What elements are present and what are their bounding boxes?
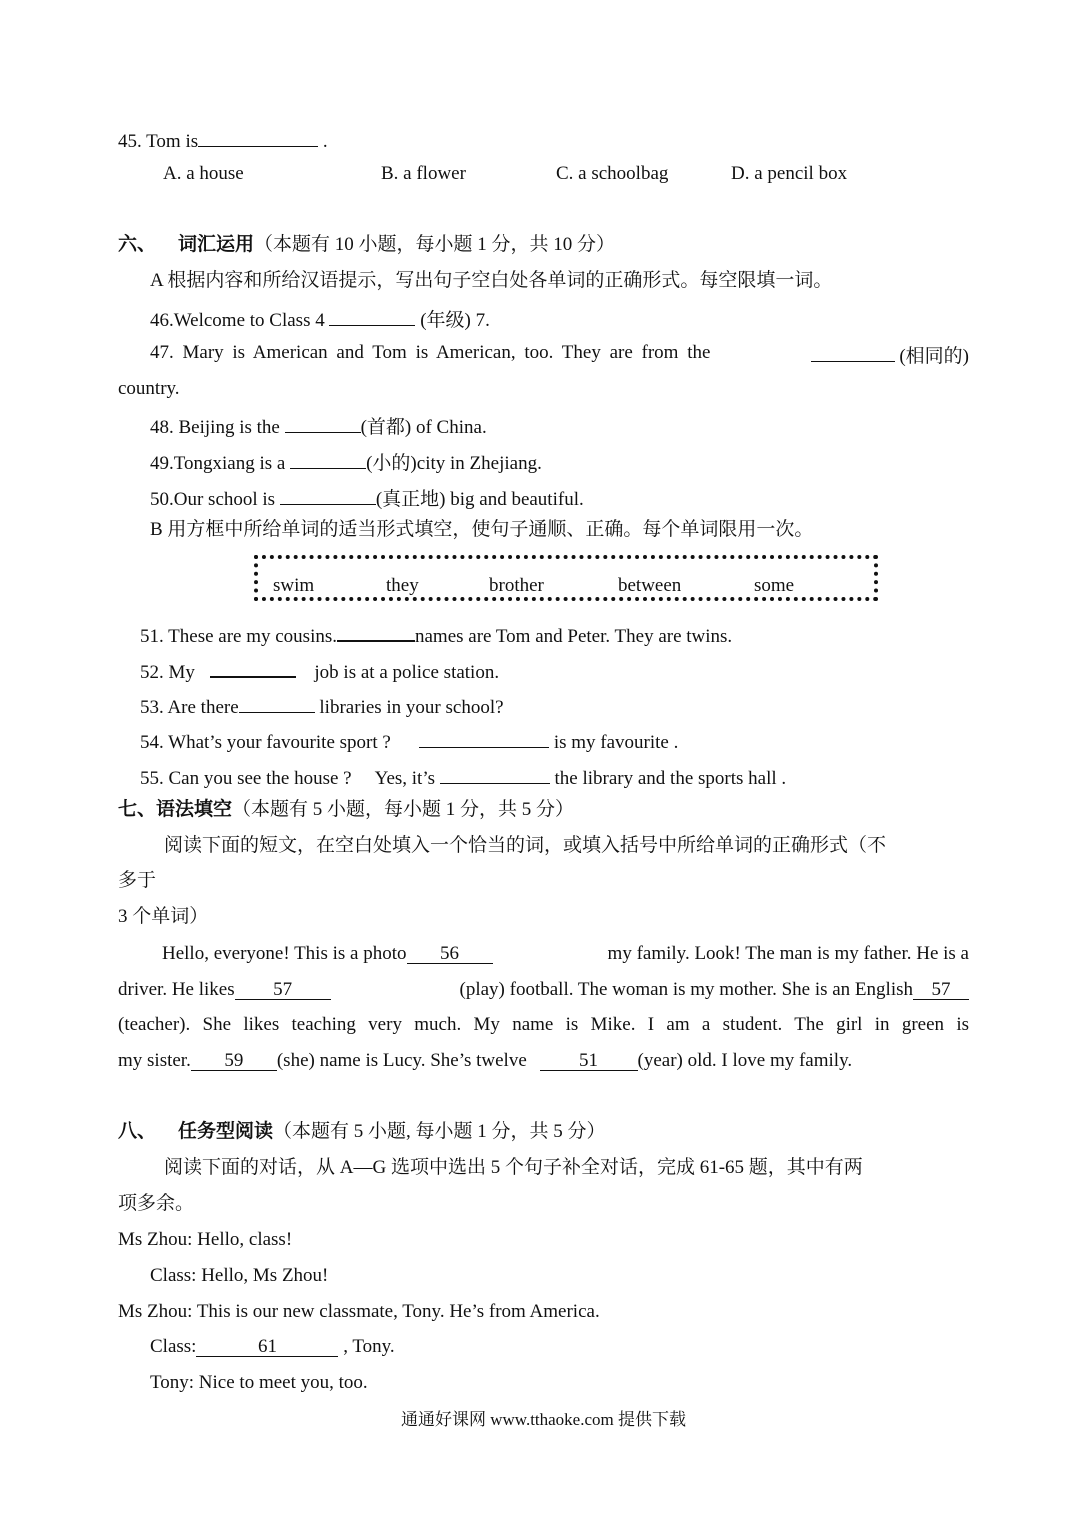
q49-text: 49.Tongxiang is a — [150, 453, 291, 474]
q45-prefix: 45. Tom is — [118, 131, 199, 152]
section-8-heading — [118, 1120, 606, 1144]
q50-hint: (真正地) big and beautiful. — [375, 489, 584, 510]
section-7-instruction: 阅读下面的短文，在空白处填入一个恰当的词，或填入括号中所给单词的正确形式（不 — [164, 835, 887, 856]
question-51 — [140, 620, 732, 649]
blank-60[interactable]: 51 — [540, 1050, 638, 1071]
blank-57[interactable]: 57 — [235, 979, 331, 1000]
blank-61[interactable]: 61 — [196, 1336, 338, 1357]
q45-option-d: D. a pencil box — [731, 163, 848, 184]
section-7-heading — [118, 798, 574, 822]
section-7-note: （本题有 5 小题，每小题 1 分，共 5 分） — [232, 799, 575, 820]
blank-57-second[interactable]: 57 — [913, 979, 969, 1000]
section-6-note: （本题有 10 小题，每小题 1 分，共 10 分） — [254, 234, 616, 255]
section-7-title: 七、语法填空 — [118, 799, 233, 820]
passage-line-4 — [118, 1049, 852, 1073]
passage-text: driver. He likes — [118, 979, 235, 1000]
passage-text: (play) football. The woman is my mother. She is an English — [459, 979, 913, 1000]
q46-text: 46.Welcome to Class 4 — [150, 310, 330, 331]
q45-blank[interactable] — [198, 126, 318, 147]
q46-blank[interactable] — [329, 305, 415, 326]
word-box-item: they — [386, 575, 419, 596]
question-53 — [140, 692, 504, 720]
q55-text-end: the library and the sports hall . — [549, 768, 787, 789]
page-footer: 通通好课网 www.tthaoke.com 提供下载 — [400, 1410, 687, 1429]
dialogue-text: , Tony. — [338, 1336, 395, 1357]
section-8-number: 八、 — [118, 1121, 157, 1142]
dialogue-line-1: Ms Zhou: Hello, class! — [118, 1229, 293, 1250]
q47-blank[interactable] — [811, 341, 895, 362]
word-box-item: brother — [489, 575, 544, 596]
passage-line-2 — [118, 978, 969, 1002]
dialogue-speaker: Class: — [150, 1336, 197, 1357]
section-6-heading — [118, 233, 615, 257]
q54-text: 54. What’s your favourite sport ? — [140, 732, 406, 753]
q45-option-a: A. a house — [163, 163, 244, 184]
q49-hint: (小的)city in Zhejiang. — [366, 453, 542, 474]
q53-text: 53. Are there — [140, 697, 239, 718]
section-6-title: 词汇运用 — [178, 234, 255, 255]
q49-blank[interactable] — [290, 448, 366, 469]
question-45 — [118, 126, 328, 154]
dialogue-line-3: Ms Zhou: This is our new classmate, Tony. He’s from America. — [118, 1301, 600, 1322]
q52-text: 52. My — [140, 662, 200, 683]
q48-blank[interactable] — [285, 412, 361, 433]
word-box-item: some — [754, 575, 795, 596]
word-box-item: between — [618, 575, 682, 596]
q50-blank[interactable] — [280, 484, 376, 505]
passage-line-1 — [162, 942, 969, 966]
question-55 — [140, 763, 786, 791]
q52-blank[interactable] — [210, 656, 296, 678]
q45-suffix: . — [318, 131, 328, 152]
section-6-part-b-instruction: B 用方框中所给单词的适当形式填空，使句子通顺、正确。每个单词限用一次。 — [150, 519, 814, 540]
q45-option-c: C. a schoolbag — [556, 163, 669, 184]
q47-continuation: country. — [118, 378, 180, 399]
q55-blank[interactable] — [440, 763, 550, 784]
q45-option-b: B. a flower — [381, 163, 466, 184]
question-50 — [150, 484, 584, 512]
q48-hint: (首都) of China. — [360, 417, 487, 438]
q53-blank[interactable] — [239, 692, 315, 713]
q55-text: 55. Can you see the house ? Yes, it’s — [140, 768, 440, 789]
q54-text-end: is my favourite . — [549, 732, 679, 753]
word-box-item: swim — [273, 575, 315, 596]
question-48 — [150, 412, 487, 440]
q46-hint: (年级) 7. — [415, 310, 490, 331]
section-8-instruction-cont: 项多余。 — [118, 1193, 195, 1214]
question-47 — [150, 341, 969, 369]
blank-56[interactable]: 56 — [407, 943, 493, 964]
q51-text: 51. These are my cousins. — [140, 626, 337, 647]
q48-text: 48. Beijing is the — [150, 417, 285, 438]
passage-line-3: (teacher). She likes teaching very much. My name is Mike. I am a student. The girl in green is — [118, 1014, 969, 1035]
section-8-title: 任务型阅读 — [178, 1121, 274, 1142]
dialogue-line-5: Tony: Nice to meet you, too. — [150, 1372, 368, 1393]
section-8-note: （本题有 5 小题, 每小题 1 分，共 5 分） — [273, 1121, 606, 1142]
section-7-instruction-cont-2: 3 个单词） — [118, 906, 209, 927]
question-49 — [150, 448, 542, 476]
section-7-instruction-cont: 多于 — [118, 870, 157, 891]
blank-59[interactable]: 59 — [191, 1050, 277, 1071]
question-52 — [140, 656, 499, 685]
section-8-instruction: 阅读下面的对话，从 A—G 选项中选出 5 个句子补全对话，完成 61-65 题，其中有两 — [164, 1157, 863, 1178]
section-6-part-a-instruction: A 根据内容和所给汉语提示，写出句子空白处各单词的正确形式。每空限填一词。 — [150, 270, 833, 291]
dialogue-line-2: Class: Hello, Ms Zhou! — [150, 1265, 329, 1286]
dialogue-line-4 — [150, 1335, 395, 1359]
question-46 — [150, 305, 490, 333]
passage-text: (she) name is Lucy. She’s twelve — [276, 1050, 532, 1071]
q51-text-end: names are Tom and Peter. They are twins. — [415, 626, 733, 647]
passage-text: my family. Look! The man is my father. He is a — [602, 943, 969, 964]
q51-blank[interactable] — [337, 620, 415, 642]
question-54 — [140, 727, 678, 755]
word-box — [254, 555, 878, 601]
q47-hint: (相同的) — [894, 346, 969, 367]
section-6-number: 六、 — [118, 234, 157, 255]
q53-text-end: libraries in your school? — [314, 697, 504, 718]
q47-text: 47. Mary is American and Tom is American, too. They are from the — [150, 342, 711, 363]
q52-text-end: job is at a police station. — [309, 662, 500, 683]
q50-text: 50.Our school is — [150, 489, 280, 510]
passage-text: (year) old. I love my family. — [637, 1050, 853, 1071]
passage-text: my sister. — [118, 1050, 191, 1071]
passage-text: Hello, everyone! This is a photo — [162, 943, 407, 964]
q54-blank[interactable] — [419, 727, 549, 748]
